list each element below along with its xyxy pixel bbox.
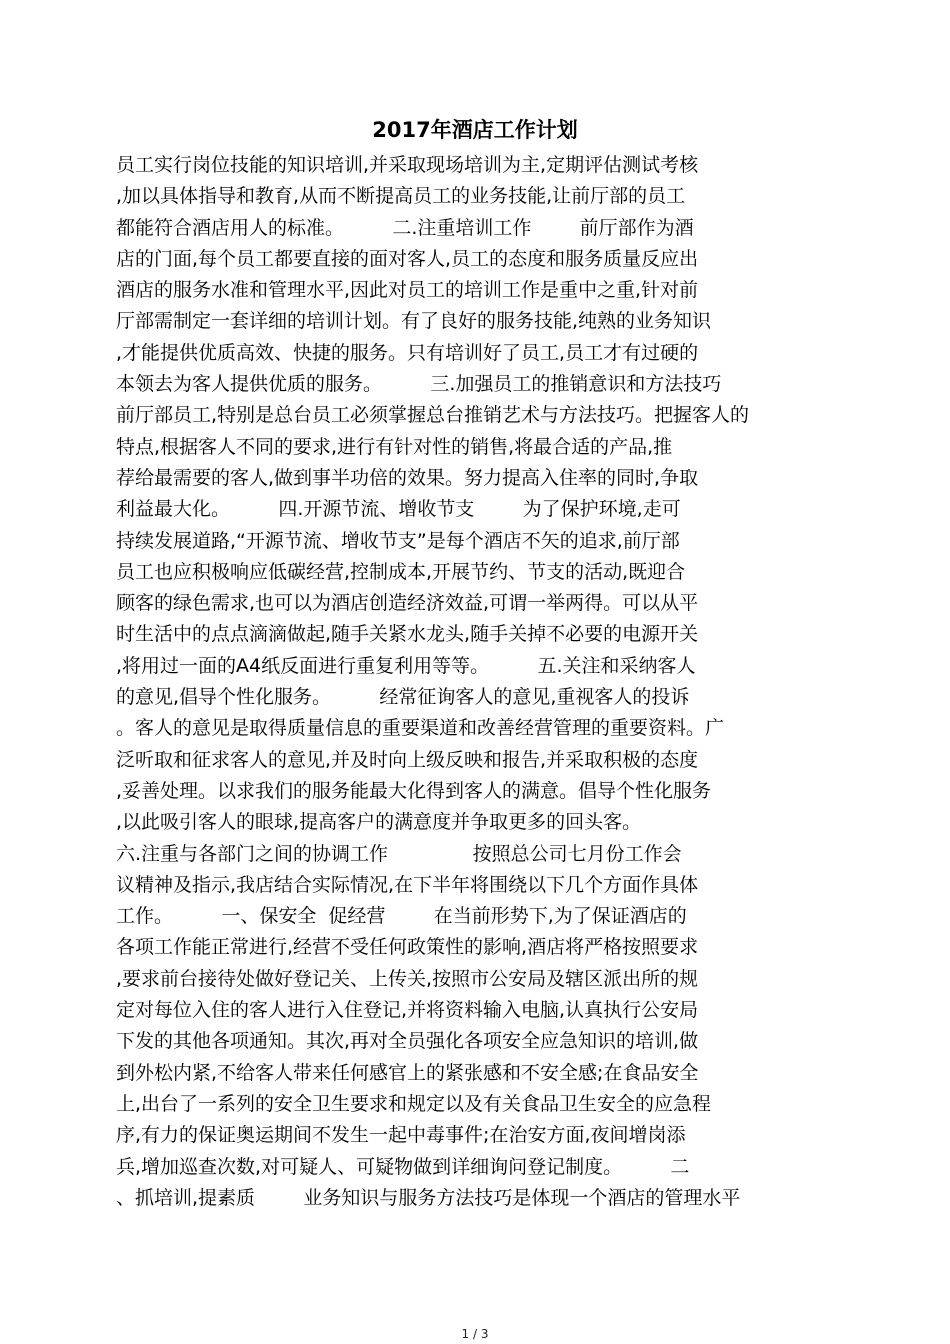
text-line: ,妥善处理。以求我们的服务能最大化得到客人的满意。倡导个性化服务: [116, 779, 712, 802]
text-line: 特点,根据客人不同的要求,进行有针对性的销售,将最合适的产品,推: [116, 435, 673, 458]
text-line: 各项工作能正常进行,经营不受任何政策性的影响,酒店将严格按照要求: [116, 936, 699, 959]
text-line: 兵,增加巡查次数,对可疑人、可疑物做到详细询问登记制度。 二: [116, 1155, 690, 1178]
text-line: 。客人的意见是取得质量信息的重要渠道和改善经营管理的重要资料。广: [116, 717, 725, 740]
text-line: 时生活中的点点滴滴做起,随手关紧水龙头,随手关掉不必要的电源开关: [116, 623, 699, 646]
text-line: 员工也应积极响应低碳经营,控制成本,开展节约、节支的活动,既迎合: [116, 560, 686, 583]
text-line: 酒店的服务水准和管理水平,因此对员工的培训工作是重中之重,针对前: [116, 279, 699, 302]
text-line: 到外松内紧,不给客人带来任何感官上的紧张感和不安全感;在食品安全: [116, 1061, 699, 1084]
text-line: 都能符合酒店用人的标准。 二.注重培训工作 前厅部作为酒: [116, 216, 694, 239]
text-line: 荐给最需要的客人,做到事半功倍的效果。努力提高入住率的同时,争取: [116, 466, 699, 489]
text-line: 下发的其他各项通知。其次,再对全员强化各项安全应急知识的培训,做: [116, 1030, 699, 1053]
text-line: 序,有力的保证奥运期间不发生一起中毒事件;在治安方面,夜间增岗添: [116, 1124, 686, 1147]
text-line: 六.注重与各部门之间的协调工作 按照总公司七月份工作会: [116, 842, 682, 865]
text-line: ,以此吸引客人的眼球,提高客户的满意度并争取更多的回头客。: [116, 811, 642, 834]
text-line: 店的门面,每个员工都要直接的面对客人,员工的态度和服务质量反应出: [116, 247, 699, 270]
text-line: 持续发展道路,“开源节流、增收节支”是每个酒店不矢的追求,前厅部: [116, 529, 680, 552]
text-line: 利益最大化。 四.开源节流、增收节支 为了保护环境,走可: [116, 498, 681, 521]
page-number: 1 / 3: [461, 1327, 489, 1341]
text-line: 泛听取和征求客人的意见,并及时向上级反映和报告,并采取积极的态度: [116, 748, 699, 771]
text-line: 定对每位入住的客人进行入住登记,并将资料输入电脑,认真执行公安局: [116, 999, 699, 1022]
text-line: ,才能提供优质高效、快捷的服务。只有培训好了员工,员工才有过硬的: [116, 341, 699, 364]
text-line: 议精神及指示,我店结合实际情况,在下半年将围绕以下几个方面作具体: [116, 873, 699, 896]
text-line: 顾客的绿色需求,也可以为酒店创造经济效益,可谓一举两得。可以从平: [116, 592, 699, 615]
text-line: ,加以具体指导和教育,从而不断提高员工的业务技能,让前厅部的员工: [116, 185, 686, 208]
text-line: 上,出台了一系列的安全卫生要求和规定以及有关食品卫生安全的应急程: [116, 1092, 712, 1115]
text-line: ,将用过一面的A4纸反面进行重复利用等等。 五.关注和采纳客人: [116, 654, 696, 677]
text-line: ,要求前台接待处做好登记关、上传关,按照市公安局及辖区派出所的规: [116, 967, 699, 990]
text-line: 工作。 一、保安全 促经营 在当前形势下,为了保证酒店的: [116, 905, 687, 928]
text-line: 、抓培训,提素质 业务知识与服务方法技巧是体现一个酒店的管理水平: [116, 1186, 741, 1209]
text-line: 的意见,倡导个性化服务。 经常征询客人的意见,重视客人的投诉: [116, 686, 690, 709]
text-line: 本领去为客人提供优质的服务。 三.加强员工的推销意识和方法技巧: [116, 373, 722, 396]
text-line: 前厅部员工,特别是总台员工必须掌握总台推销艺术与方法技巧。把握客人的: [116, 404, 750, 427]
document-body: [116, 150, 876, 1214]
text-line: 员工实行岗位技能的知识培训,并采取现场培训为主,定期评估测试考核: [116, 154, 699, 176]
text-line: 厅部需制定一套详细的培训计划。有了良好的服务技能,纯熟的业务知识: [116, 310, 712, 333]
document-title: 2017年酒店工作计划: [372, 118, 578, 142]
